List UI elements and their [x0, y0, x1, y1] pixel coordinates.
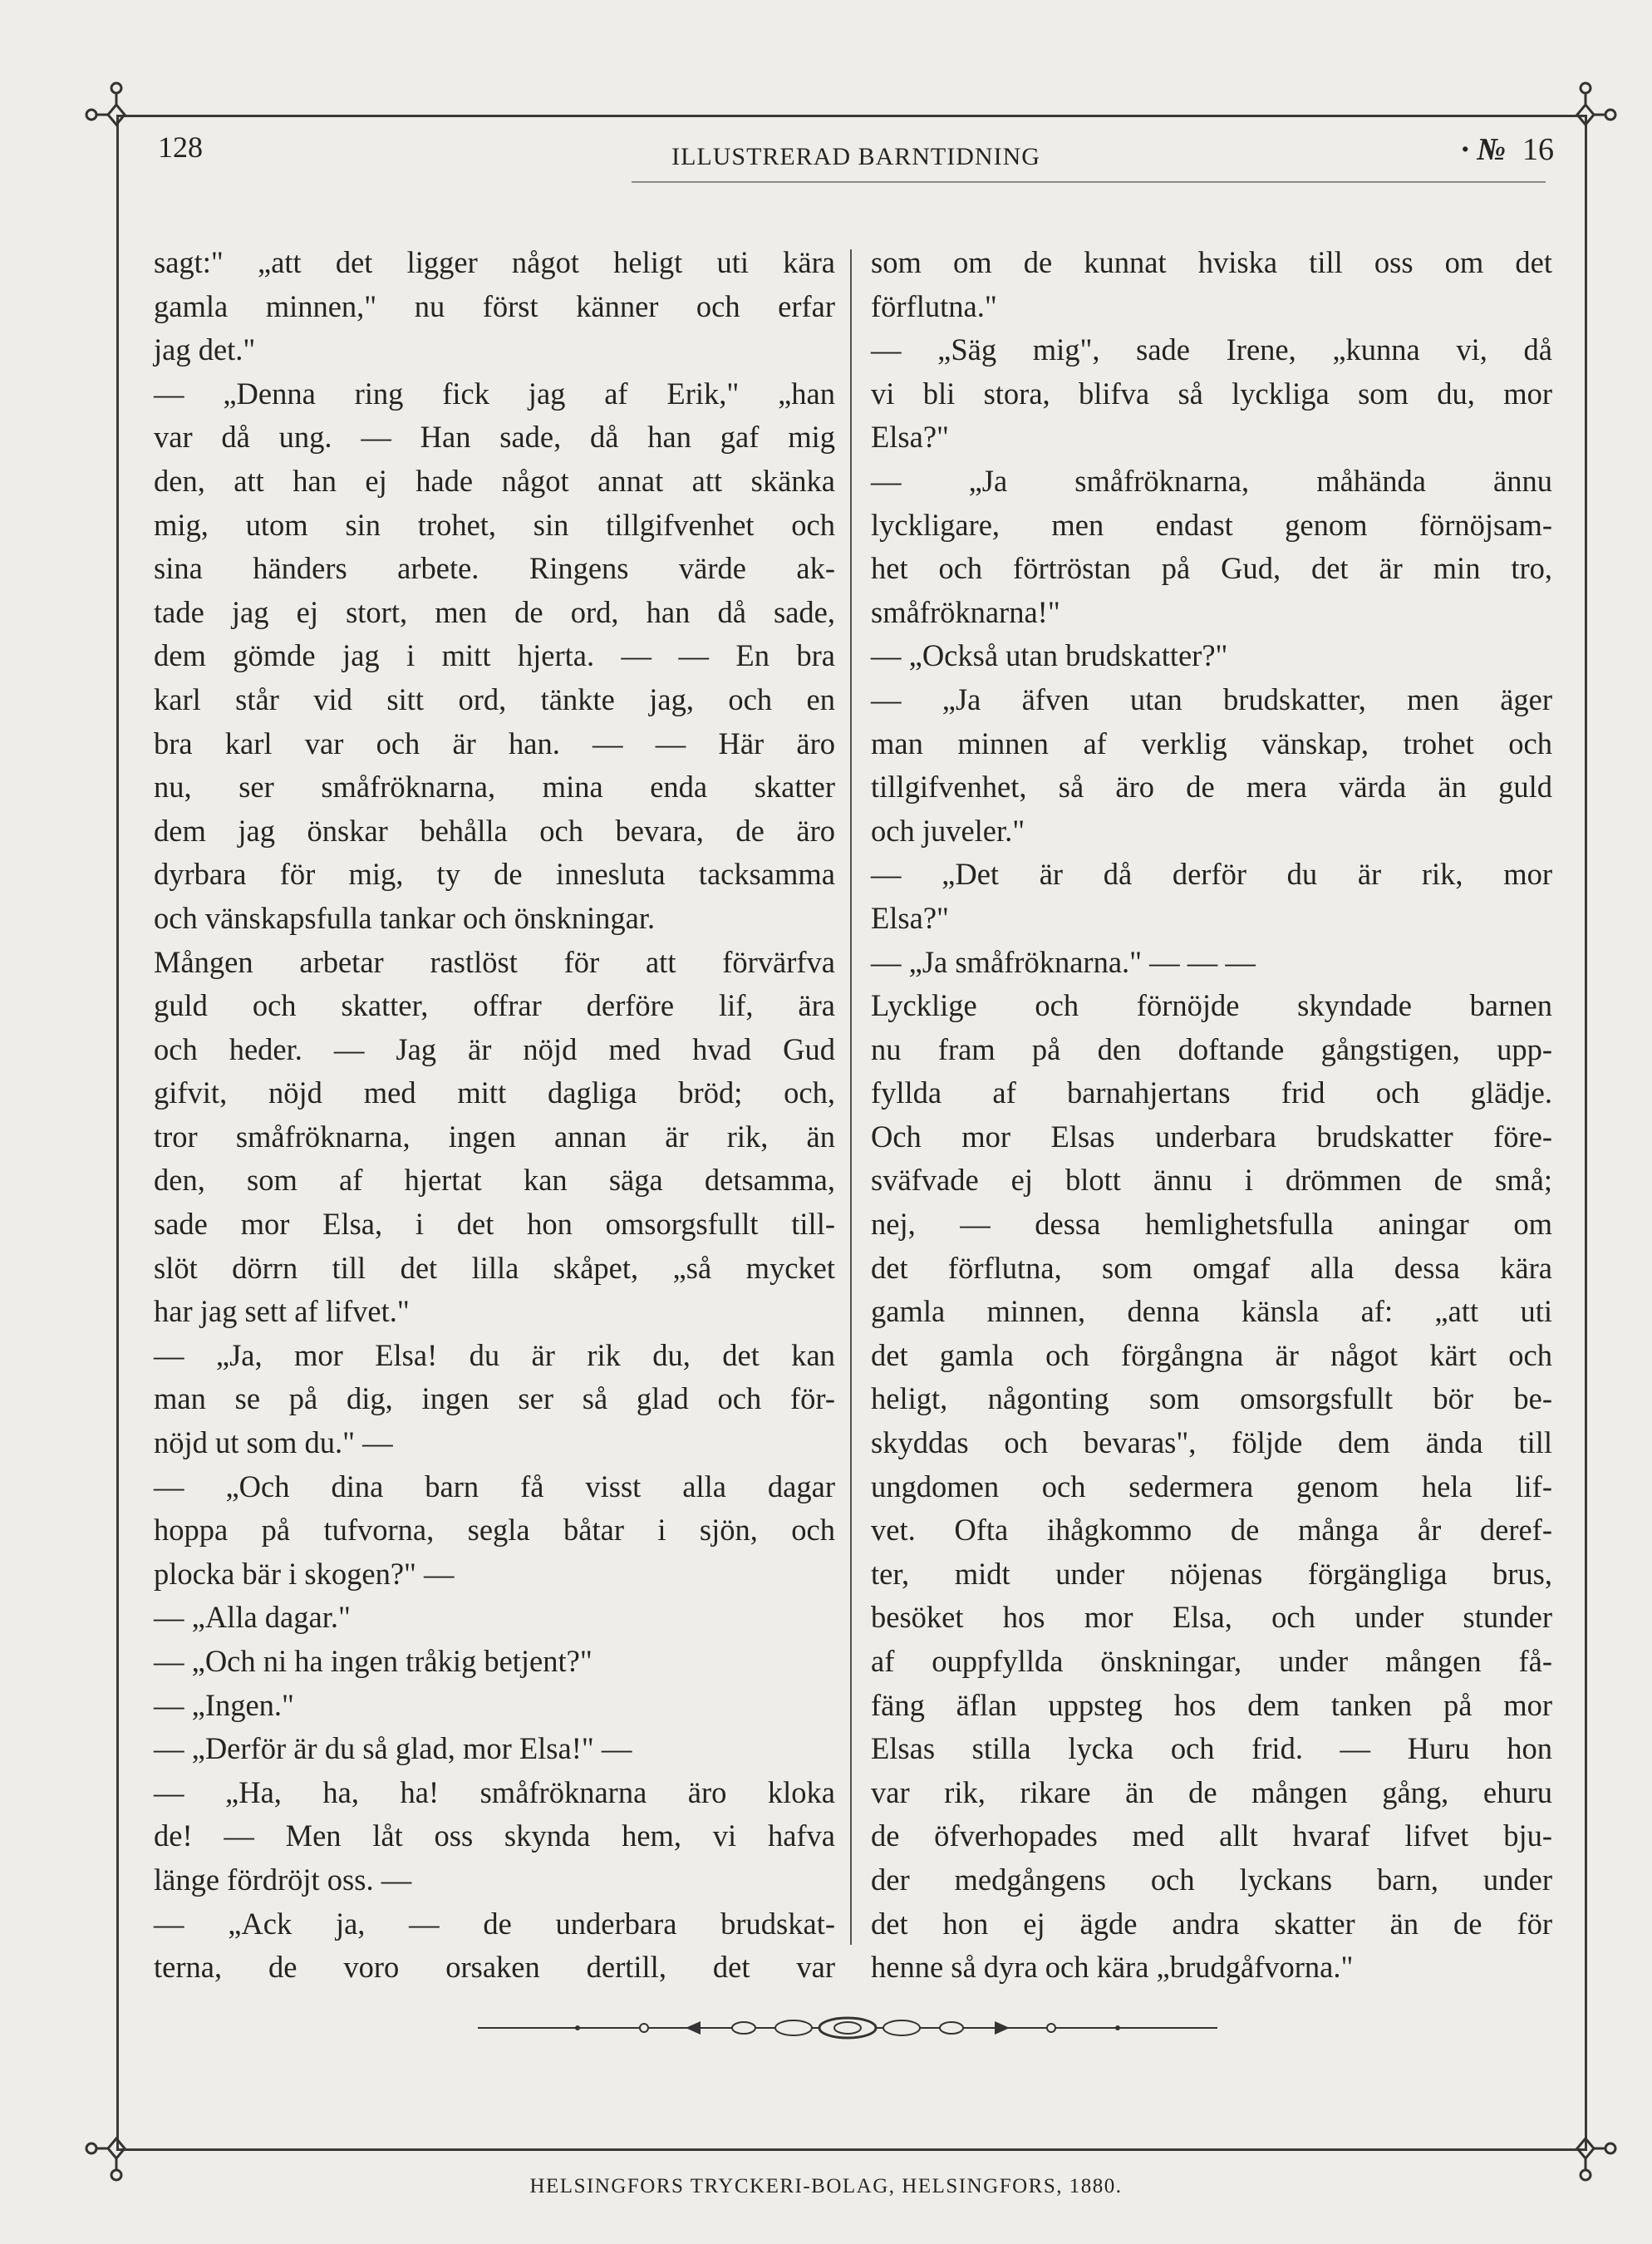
text-line: — „Denna ring fick jag af Erik," „han: [154, 376, 835, 411]
text-line: hoppa på tufvorna, segla båtar i sjön, och: [154, 1513, 835, 1548]
text-line: lyckligare, men endast genom förnöjsam-: [871, 507, 1552, 542]
text-line: och vänskapsfulla tankar och önskningar.: [154, 900, 656, 935]
text-line: de öfverhopades med allt hvaraf lifvet bju-: [871, 1818, 1552, 1853]
column-divider: [850, 249, 852, 1945]
text-line: jag det.": [154, 332, 256, 367]
corner-ornament-icon: [1552, 2115, 1619, 2182]
text-line: terna, de voro orsaken dertill, det var: [154, 1950, 835, 1985]
text-line: — „Och dina barn få visst alla dagar: [154, 1469, 835, 1503]
text-line: Elsa?": [871, 900, 949, 935]
text-line: det gamla och förgångna är något kärt och: [871, 1337, 1552, 1372]
publication-title: ILLUSTRERAD BARNTIDNING: [671, 143, 1040, 170]
text-line: fyllda af barnahjertans frid och glädje.: [871, 1075, 1552, 1110]
text-line: gamla minnen, denna känsla af: „att uti: [871, 1294, 1552, 1329]
text-line: tillgifvenhet, så äro de mera värda än guld: [871, 770, 1552, 805]
text-line: var rik, rikare än de mången gång, ehuru: [871, 1774, 1552, 1809]
text-line: karl står vid sitt ord, tänkte jag, och en: [154, 682, 835, 716]
text-line: småfröknarna!": [871, 594, 1060, 629]
text-line: — „Ingen.": [154, 1687, 294, 1722]
text-line: nu, ser småfröknarna, mina enda skatter: [154, 770, 835, 805]
text-line: nej, — dessa hemlighetsfulla aningar om: [871, 1207, 1552, 1242]
text-line: bra karl var och är han. — — Här äro: [154, 726, 835, 760]
corner-ornament-icon: [83, 2115, 150, 2182]
text-line: — „Ja småfröknarna, måhända ännu: [871, 463, 1552, 498]
text-line: det hon ej ägde andra skatter än de för: [871, 1906, 1552, 1941]
text-line: var då ung. — Han sade, då han gaf mig: [154, 420, 835, 455]
text-line: Elsas stilla lycka och frid. — Huru hon: [871, 1731, 1552, 1766]
corner-ornament-icon: [83, 81, 150, 148]
frame-right-rule: [1585, 115, 1587, 2148]
text-line: besöket hos mor Elsa, och under stunder: [871, 1600, 1552, 1635]
text-line: — „Också utan brudskatter?": [871, 638, 1228, 673]
text-line: — „Ack ja, — de underbara brudskat-: [154, 1906, 835, 1941]
text-line: heligt, någonting som omsorgsfullt bör be-: [871, 1381, 1552, 1416]
text-line: länge fördröjt oss. —: [154, 1862, 412, 1897]
text-line: — „Alla dagar.": [154, 1600, 351, 1635]
text-line: sina händers arbete. Ringens värde ak-: [154, 551, 835, 586]
text-line: dyrbara för mig, ty de innesluta tacksamma: [154, 857, 835, 892]
text-line: der medgångens och lyckans barn, under: [871, 1862, 1552, 1897]
printer-imprint: HELSINGFORS TRYCKERI-BOLAG, HELSINGFORS, 1880.: [529, 2175, 1123, 2197]
text-line: — „Ja, mor Elsa! du är rik du, det kan: [154, 1337, 835, 1372]
text-line: den, som af hjertat kan säga detsamma,: [154, 1163, 835, 1198]
text-line: gamla minnen," nu först känner och erfar: [154, 288, 835, 323]
text-line: och juveler.": [871, 813, 1025, 848]
text-line: — „Ja småfröknarna." — — —: [871, 944, 1256, 979]
text-line: Och mor Elsas underbara brudskatter före-: [871, 1119, 1552, 1154]
page-number: 128: [158, 130, 203, 164]
text-line: dem gömde jag i mitt hjerta. — — En bra: [154, 638, 835, 673]
text-line: dem jag önskar behålla och bevara, de äro: [154, 813, 835, 848]
text-line: — „Säg mig", sade Irene, „kunna vi, då: [871, 332, 1552, 367]
text-line: som om de kunnat hviska till oss om det: [871, 245, 1552, 279]
text-line: tror småfröknarna, ingen annan är rik, än: [154, 1119, 835, 1154]
text-line: Elsa?": [871, 420, 949, 455]
text-line: guld och skatter, offrar derföre lif, ära: [154, 988, 835, 1023]
header-rule: [632, 181, 1546, 183]
text-line: har jag sett af lifvet.": [154, 1294, 410, 1329]
issue-number-label: [1461, 131, 1554, 168]
frame-bottom-rule: [116, 2148, 1587, 2151]
text-line: ungdomen och sedermera genom hela lif-: [871, 1469, 1552, 1503]
text-line: nu fram på den doftande gångstigen, upp-: [871, 1031, 1552, 1066]
text-line: skyddas och bevaras", följde dem ända till: [871, 1425, 1552, 1460]
text-line: sade mor Elsa, i det hon omsorgsfullt till-: [154, 1207, 835, 1242]
text-line: het och förtröstan på Gud, det är min tro,: [871, 551, 1552, 586]
frame-left-rule: [116, 115, 119, 2148]
text-line: förflutna.": [871, 288, 997, 323]
text-line: sagt:" „att det ligger något heligt uti kära: [154, 245, 835, 279]
left-text-column: [154, 241, 835, 1990]
text-line: henne så dyra och kära „brudgåfvorna.": [871, 1950, 1354, 1985]
text-line: ter, midt under nöjenas förgängliga brus,: [871, 1556, 1552, 1591]
text-line: Mången arbetar rastlöst för att förvärfva: [154, 944, 835, 979]
issue-number: 16: [1522, 132, 1554, 167]
text-line: de! — Men låt oss skynda hem, vi hafva: [154, 1818, 835, 1853]
frame-top-rule: [116, 115, 1587, 117]
text-line: och heder. — Jag är nöjd med hvad Gud: [154, 1031, 835, 1066]
text-line: man minnen af verklig vänskap, trohet och: [871, 726, 1552, 760]
text-line: mig, utom sin trohet, sin tillgifvenhet och: [154, 507, 835, 542]
divider-ornament-icon: [478, 2011, 1217, 2045]
text-line: — „Ha, ha, ha! småfröknarna äro kloka: [154, 1774, 835, 1809]
text-line: — „Och ni ha ingen tråkig betjent?": [154, 1644, 592, 1678]
text-line: man se på dig, ingen ser så glad och för-: [154, 1381, 835, 1416]
issue-symbol: · №: [1461, 132, 1506, 167]
text-line: tade jag ej stort, men de ord, han då sade,: [154, 594, 835, 629]
text-line: vet. Ofta ihågkommo de många år deref-: [871, 1513, 1552, 1548]
text-line: sväfvade ej blott ännu i drömmen de små;: [871, 1163, 1552, 1198]
text-line: af ouppfyllda önskningar, under mången få-: [871, 1644, 1552, 1678]
text-line: det förflutna, som omgaf alla dessa kära: [871, 1250, 1552, 1285]
text-line: — „Derför är du så glad, mor Elsa!" —: [154, 1731, 632, 1766]
text-line: — „Det är då derför du är rik, mor: [871, 857, 1552, 892]
corner-ornament-icon: [1552, 81, 1619, 148]
text-line: vi bli stora, blifva så lyckliga som du, mor: [871, 376, 1552, 411]
text-line: plocka bär i skogen?" —: [154, 1556, 455, 1591]
text-line: slöt dörrn till det lilla skåpet, „så mycket: [154, 1250, 835, 1285]
text-line: gifvit, nöjd med mitt dagliga bröd; och,: [154, 1075, 835, 1110]
text-line: fäng äflan uppsteg hos dem tanken på mor: [871, 1687, 1552, 1722]
running-header: [158, 125, 1554, 175]
text-line: — „Ja äfven utan brudskatter, men äger: [871, 682, 1552, 716]
text-line: den, att han ej hade något annat att skänka: [154, 463, 835, 498]
right-text-column: [871, 241, 1552, 1990]
text-line: nöjd ut som du." —: [154, 1425, 393, 1460]
text-line: Lycklige och förnöjde skyndade barnen: [871, 988, 1552, 1023]
